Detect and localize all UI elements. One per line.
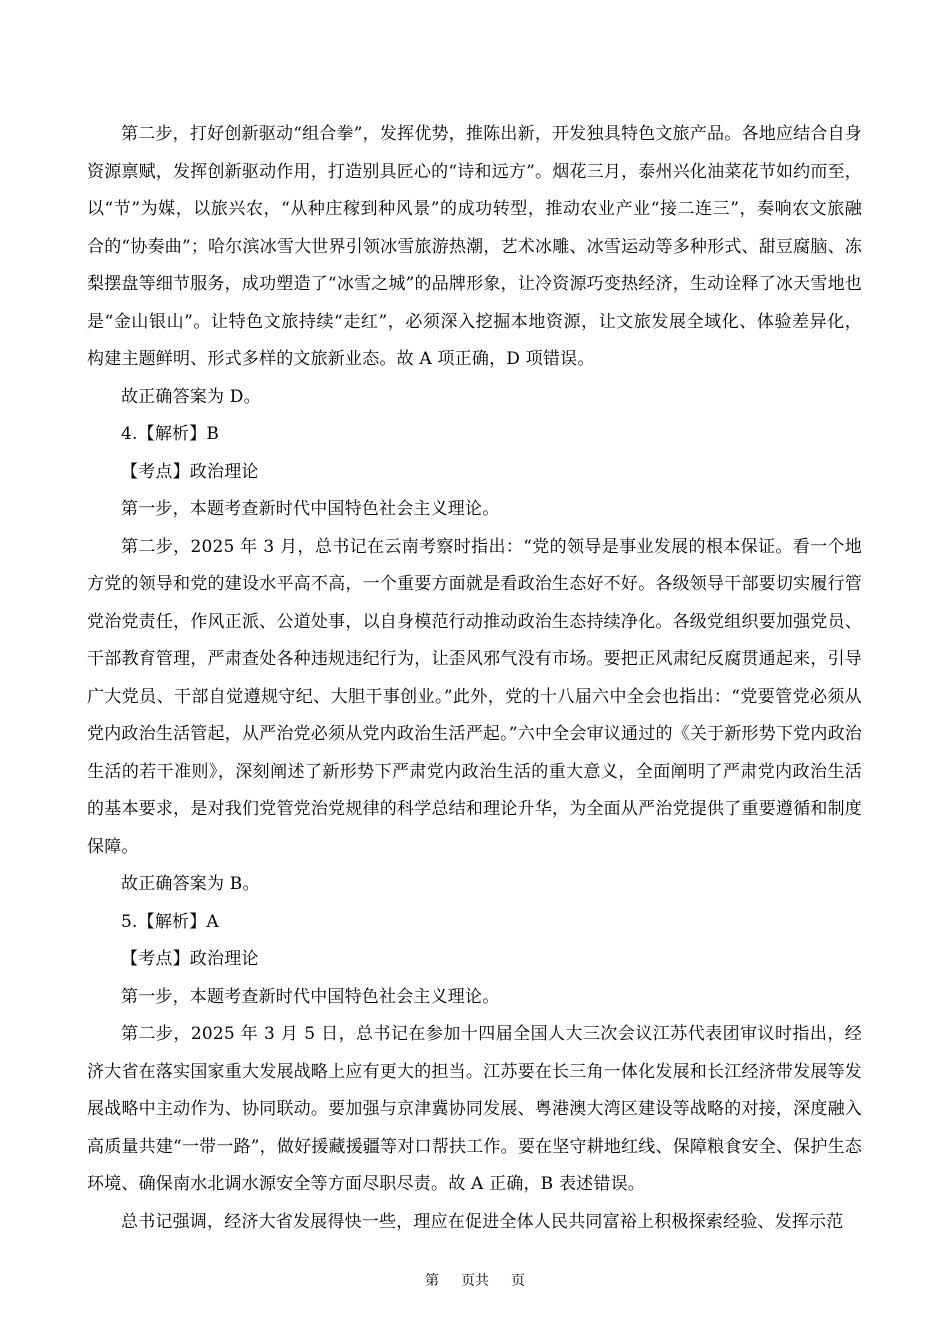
paragraph-innovation-step: 第二步，打好创新驱动“组合拳”，发挥优势，推陈出新，开发独具特色文旅产品。各地应结合自身资源禀赋，发挥创新驱动作用，打造别具匠心的“诗和远方”。烟花三月，泰州兴化油菜花节如约而至，以“节”为媒，以旅兴农，“从种庄稼到种风景”的成功转型，推动农业产业“接二连三”，奏响农文旅融合的“协奏曲”；哈尔滨冰雪大世界引领冰雪旅游热潮，艺术冰雕、冰雪运动等多种形式、甜豆腐脑、冻梨摆盘等细节服务，成功塑造了“冰雪之城”的品牌形象，让冷资源巧变热经济，生动诠释了冰天雪地也是“金山银山”。让特色文旅持续“走红”，必须深入挖掘本地资源，让文旅发展全域化、体验差异化，构建主题鲜明、形式多样的文旅新业态。故 A 项正确，D 项错误。 bbox=[87, 124, 862, 369]
document-body bbox=[87, 116, 862, 1241]
question-5-topic: 【考点】政治理论 bbox=[121, 949, 259, 969]
question-4-step-two: 第二步，2025 年 3 月，总书记在云南考察时指出：“党的领导是事业发展的根本保证。看一个地方党的领导和党的建设水平高不高，一个重要方面就是看政治生态好不好。各级领导干部要切实履行管党治党责任，作风正派、公道处事，以自身模范行动推动政治生态持续净化。各级党组织要加强党员、干部教育管理，严肃查处各种违规违纪行为，让歪风邪气没有市场。要把正风肃纪反腐贯通起来，引导广大党员、干部自觉遵规守纪、大胆干事创业。”此外，党的十八届六中全会也指出：“党要管党必须从党内政治生活管起，从严治党必须从党内政治生活严起。”六中全会审议通过的《关于新形势下党内政治生活的若干准则》，深刻阐述了新形势下严肃党内政治生活的重大意义，全面阐明了严肃党内政治生活的基本要求，是对我们党管党治党规律的科学总结和理论升华，为全面从严治党提供了重要遵循和制度保障。 bbox=[87, 536, 862, 857]
footer-page-end: 页 bbox=[511, 1273, 525, 1289]
footer-page-label: 第 bbox=[425, 1273, 439, 1289]
question-4-topic: 【考点】政治理论 bbox=[121, 461, 259, 482]
question-4-heading: 4.【解析】B bbox=[121, 424, 220, 444]
question-5-continuation: 总书记强调，经济大省发展得快一些，理应在促进全体人民共同富裕上积极探索经验、发挥示范 bbox=[121, 1211, 844, 1232]
footer-page-mid: 页共 bbox=[461, 1273, 489, 1289]
paragraph-answer-b: 故正确答案为 B。 bbox=[121, 874, 260, 894]
question-5-step-two: 第二步，2025 年 3 月 5 日，总书记在参加十四届全国人大三次会议江苏代表团审议时指出，经济大省在落实国家重大发展战略上应有更大的担当。江苏要在长三角一体化发展和长江经济带发展等发展战略中主动作为、协同联动。要加强与京津冀协同发展、粤港澳大湾区建设等战略的对接，深度融入高质量共建“一带一路”，做好援藏援疆等对口帮扶工作。要在坚守耕地红线、保障粮食安全、保护生态环境、确保南水北调水源安全等方面尽职尽责。故 A 正确，B 表述错误。 bbox=[87, 1024, 862, 1194]
question-5-heading: 5.【解析】A bbox=[121, 911, 219, 932]
paragraph-answer-d: 故正确答案为 D。 bbox=[121, 386, 261, 407]
question-4-step-one: 第一步，本题考查新时代中国特色社会主义理论。 bbox=[121, 499, 500, 519]
page-footer bbox=[0, 1270, 950, 1290]
question-5-step-one: 第一步，本题考查新时代中国特色社会主义理论。 bbox=[121, 986, 500, 1007]
